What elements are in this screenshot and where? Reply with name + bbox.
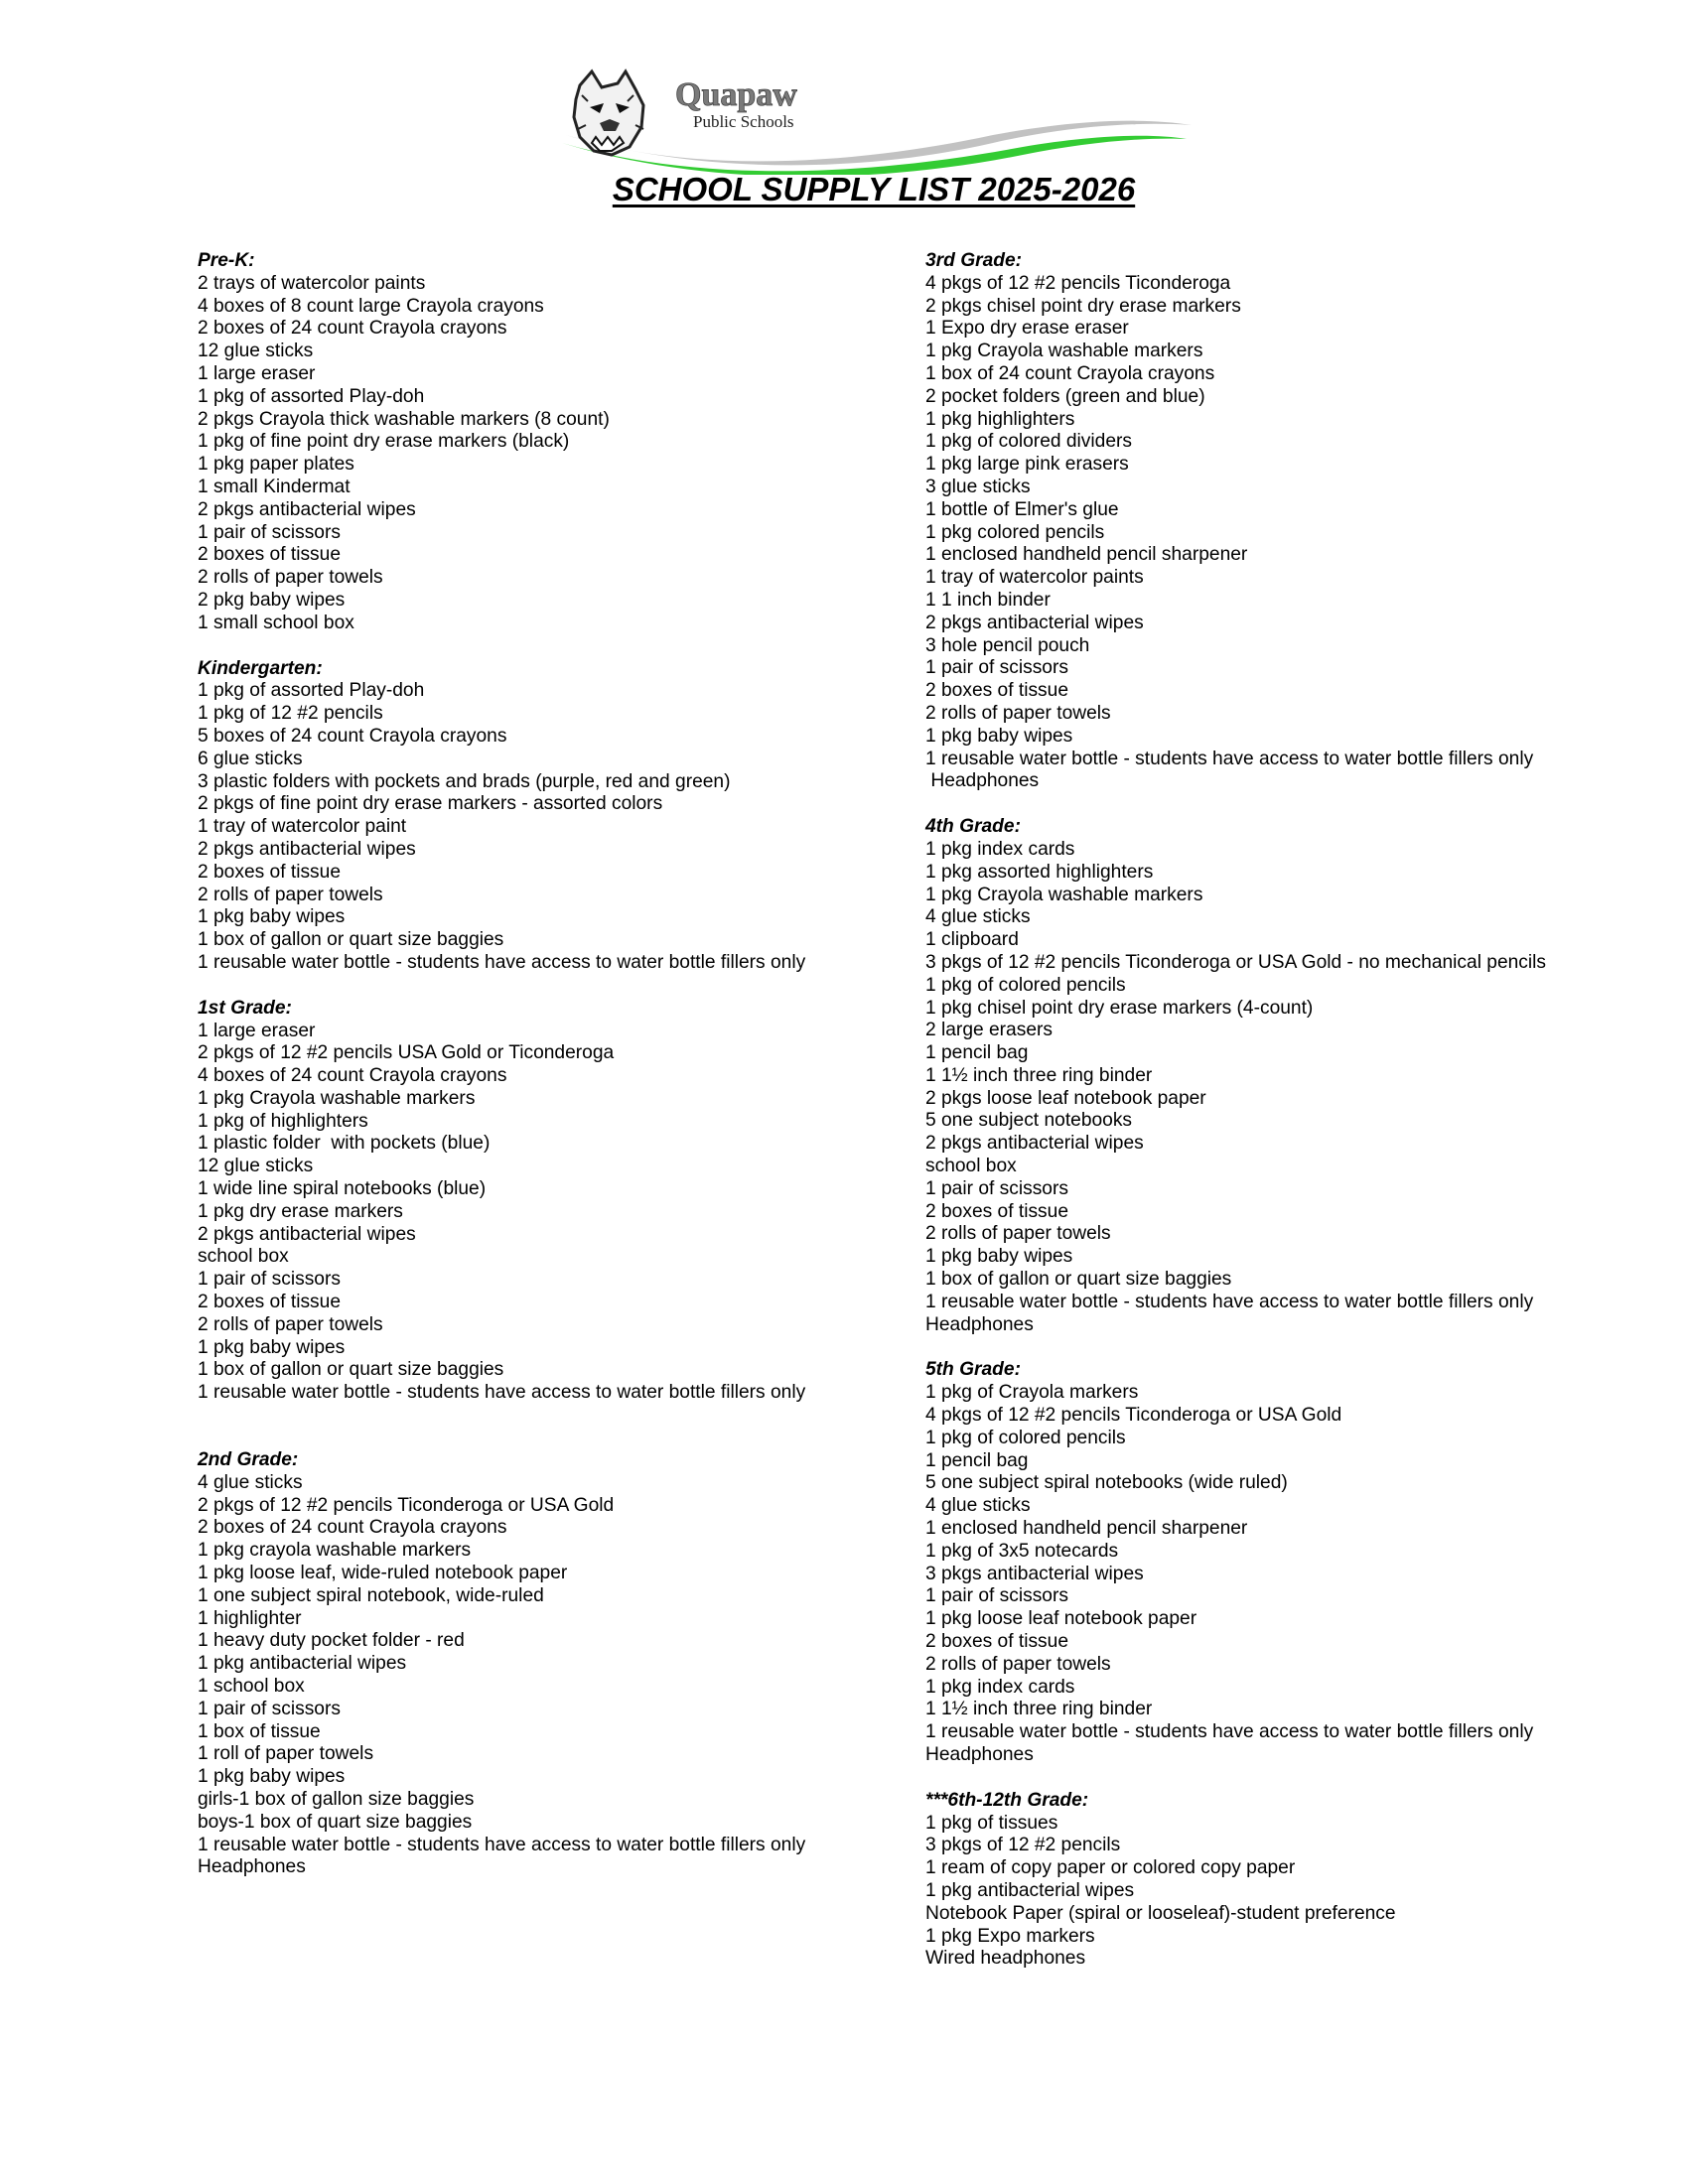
supply-item: 1 pkg Expo markers bbox=[925, 1925, 1095, 1947]
supply-item: 1 pkg colored pencils bbox=[925, 521, 1105, 543]
section-heading: Pre-K: bbox=[198, 250, 255, 271]
supply-item: 1 small Kindermat bbox=[198, 476, 351, 497]
supply-item: 2 rolls of paper towels bbox=[925, 1223, 1111, 1245]
quapaw-logo bbox=[556, 66, 1192, 175]
supply-item: 1 1½ inch three ring binder bbox=[925, 1699, 1153, 1720]
supply-item: 1 pkg loose leaf, wide-ruled notebook paper bbox=[198, 1563, 568, 1584]
supply-item: 3 plastic folders with pockets and brads (purple, red and green) bbox=[198, 770, 731, 792]
section-3rd-grade bbox=[925, 250, 1620, 793]
supply-item: 2 rolls of paper towels bbox=[925, 702, 1111, 724]
supply-item: 1 pkg of tissues bbox=[925, 1812, 1058, 1834]
section-heading: Kindergarten: bbox=[198, 657, 323, 679]
supply-item: 1 bottle of Elmer's glue bbox=[925, 498, 1119, 520]
supply-item: 2 rolls of paper towels bbox=[198, 567, 383, 589]
left-column bbox=[198, 250, 853, 1879]
section-5th-grade bbox=[925, 1359, 1620, 1766]
section-heading: 1st Grade: bbox=[198, 997, 292, 1019]
supply-item: 2 boxes of tissue bbox=[925, 1631, 1068, 1653]
supply-item: 6 glue sticks bbox=[198, 748, 303, 769]
supply-item: 1 pkg paper plates bbox=[198, 454, 354, 476]
supply-item: 12 glue sticks bbox=[198, 341, 314, 362]
section-heading: 2nd Grade: bbox=[198, 1449, 299, 1471]
supply-item: 1 pkg Crayola washable markers bbox=[925, 884, 1203, 905]
supply-item: 1 pair of scissors bbox=[925, 1585, 1068, 1607]
section-2nd-grade bbox=[198, 1449, 853, 1879]
section-heading: 5th Grade: bbox=[925, 1359, 1021, 1381]
supply-item: 4 boxes of 24 count Crayola crayons bbox=[198, 1065, 507, 1087]
supply-item: 1 1½ inch three ring binder bbox=[925, 1064, 1153, 1086]
supply-item: 1 enclosed handheld pencil sharpener bbox=[925, 1518, 1248, 1540]
supply-item: 1 school box bbox=[198, 1676, 305, 1698]
supply-item: 1 pkg baby wipes bbox=[925, 1246, 1073, 1268]
supply-item: 3 glue sticks bbox=[925, 476, 1031, 497]
supply-item: Headphones bbox=[925, 770, 1040, 792]
supply-item: 1 box of gallon or quart size baggies bbox=[198, 1359, 504, 1381]
supply-item: 1 pkg index cards bbox=[925, 1676, 1075, 1698]
supply-item: Headphones bbox=[925, 1744, 1034, 1765]
supply-item: Headphones bbox=[198, 1856, 306, 1878]
supply-item: 2 boxes of tissue bbox=[925, 680, 1068, 702]
supply-item: 3 hole pencil pouch bbox=[925, 634, 1090, 656]
supply-item: 1 reusable water bottle - students have access to water bottle fillers only bbox=[198, 951, 806, 973]
supply-item: school box bbox=[198, 1246, 289, 1268]
section-heading: 3rd Grade: bbox=[925, 250, 1023, 271]
supply-item: 1 pkg highlighters bbox=[925, 408, 1075, 430]
supply-item: 2 pkgs antibacterial wipes bbox=[925, 612, 1144, 633]
supply-item: 5 one subject notebooks bbox=[925, 1110, 1133, 1132]
supply-item: 2 pkgs of fine point dry erase markers - assorted colors bbox=[198, 793, 663, 815]
supply-item: 2 boxes of tissue bbox=[198, 861, 341, 883]
supply-item: 1 pkg of colored dividers bbox=[925, 431, 1132, 453]
supply-item: 1 pkg dry erase markers bbox=[198, 1200, 403, 1222]
supply-item: 1 pkg of colored pencils bbox=[925, 1427, 1126, 1448]
supply-item: 1 highlighter bbox=[198, 1607, 302, 1629]
supply-item: 1 small school box bbox=[198, 612, 354, 633]
section-6th-12th-grade bbox=[925, 1790, 1620, 1971]
supply-item: 1 pkg Crayola washable markers bbox=[925, 341, 1203, 362]
supply-item: 2 boxes of tissue bbox=[198, 544, 341, 566]
supply-item: 1 large eraser bbox=[198, 362, 316, 384]
supply-item: 1 reusable water bottle - students have access to water bottle fillers only bbox=[925, 1291, 1534, 1312]
supply-item: 1 pkg antibacterial wipes bbox=[198, 1653, 407, 1675]
supply-item: 1 pkg assorted highlighters bbox=[925, 861, 1154, 883]
section-heading: ***6th-12th Grade: bbox=[925, 1789, 1089, 1811]
logo-name: Quapaw bbox=[675, 76, 797, 113]
supply-item: 1 pkg large pink erasers bbox=[925, 454, 1129, 476]
supply-item: 4 glue sticks bbox=[925, 906, 1031, 928]
supply-item: 2 pkgs of 12 #2 pencils USA Gold or Ticonderoga bbox=[198, 1042, 615, 1064]
supply-item: 1 pkg of 3x5 notecards bbox=[925, 1540, 1119, 1562]
supply-item: 1 box of tissue bbox=[198, 1720, 321, 1742]
supply-item: 1 tray of watercolor paints bbox=[925, 567, 1144, 589]
supply-item: school box bbox=[925, 1156, 1017, 1177]
supply-item: 3 pkgs of 12 #2 pencils Ticonderoga or USA Gold - no mechanical pencils bbox=[925, 951, 1547, 973]
supply-item: 1 pkg loose leaf notebook paper bbox=[925, 1608, 1197, 1630]
supply-item: 1 reusable water bottle - students have access to water bottle fillers only bbox=[198, 1382, 806, 1404]
section-pre-k bbox=[198, 250, 853, 635]
supply-item: 2 pkgs chisel point dry erase markers bbox=[925, 295, 1241, 317]
supply-item: 1 roll of paper towels bbox=[198, 1743, 374, 1765]
supply-item: 1 pkg of colored pencils bbox=[925, 974, 1126, 996]
supply-item: 2 pocket folders (green and blue) bbox=[925, 385, 1205, 407]
supply-item: 4 glue sticks bbox=[198, 1471, 303, 1493]
supply-item: 1 ream of copy paper or colored copy paper bbox=[925, 1857, 1296, 1879]
supply-item: 1 pkg of assorted Play-doh bbox=[198, 680, 425, 702]
section-1st-grade bbox=[198, 998, 853, 1405]
supply-item: 1 reusable water bottle - students have access to water bottle fillers only bbox=[925, 748, 1534, 769]
supply-item: 1 box of gallon or quart size baggies bbox=[925, 1269, 1232, 1291]
supply-item: boys-1 box of quart size baggies bbox=[198, 1811, 473, 1833]
supply-item: 1 pkg crayola washable markers bbox=[198, 1540, 472, 1562]
supply-item: 1 1 inch binder bbox=[925, 589, 1051, 611]
supply-item: 1 pkg chisel point dry erase markers (4-count) bbox=[925, 997, 1314, 1019]
supply-item: 5 boxes of 24 count Crayola crayons bbox=[198, 725, 507, 747]
supply-item: 1 pkg of fine point dry erase markers (black) bbox=[198, 431, 570, 453]
supply-item: 5 one subject spiral notebooks (wide ruled) bbox=[925, 1472, 1288, 1494]
supply-item: 1 pkg index cards bbox=[925, 838, 1075, 860]
supply-item: Notebook Paper (spiral or looseleaf)-student preference bbox=[925, 1902, 1396, 1924]
section-heading: 4th Grade: bbox=[925, 816, 1021, 838]
supply-item: 1 reusable water bottle - students have access to water bottle fillers only bbox=[198, 1834, 806, 1855]
supply-item: 1 pair of scissors bbox=[925, 1177, 1068, 1199]
supply-item: 2 pkgs of 12 #2 pencils Ticonderoga or USA Gold bbox=[198, 1494, 615, 1516]
supply-item: 1 clipboard bbox=[925, 929, 1019, 951]
supply-item: 1 wide line spiral notebooks (blue) bbox=[198, 1178, 487, 1200]
supply-item: 2 boxes of 24 count Crayola crayons bbox=[198, 318, 507, 340]
supply-item: 2 pkgs antibacterial wipes bbox=[198, 838, 416, 860]
supply-item: 4 boxes of 8 count large Crayola crayons bbox=[198, 295, 544, 317]
supply-item: 1 box of gallon or quart size baggies bbox=[198, 929, 504, 951]
section-4th-grade bbox=[925, 816, 1620, 1336]
supply-item: 2 rolls of paper towels bbox=[198, 884, 383, 905]
supply-item: 2 pkgs antibacterial wipes bbox=[198, 498, 416, 520]
supply-item: 1 pair of scissors bbox=[198, 1269, 341, 1291]
supply-item: 2 pkgs loose leaf notebook paper bbox=[925, 1087, 1206, 1109]
supply-item: 1 large eraser bbox=[198, 1020, 316, 1041]
supply-item: 2 pkg baby wipes bbox=[198, 589, 346, 611]
supply-item: 1 pkg baby wipes bbox=[198, 906, 346, 928]
supply-item: 1 pkg of assorted Play-doh bbox=[198, 385, 425, 407]
supply-item: 1 one subject spiral notebook, wide-ruled bbox=[198, 1584, 544, 1606]
cougar-mascot-icon bbox=[574, 71, 643, 155]
supply-item: 1 tray of watercolor paint bbox=[198, 816, 407, 838]
supply-item: 1 pencil bag bbox=[925, 1042, 1029, 1064]
supply-item: 1 pkg antibacterial wipes bbox=[925, 1879, 1135, 1901]
right-column bbox=[925, 250, 1620, 1971]
supply-item: 1 pair of scissors bbox=[198, 1698, 341, 1719]
supply-item: 1 pkg of Crayola markers bbox=[925, 1382, 1139, 1404]
supply-item: 2 rolls of paper towels bbox=[198, 1313, 383, 1335]
supply-item: 2 boxes of 24 count Crayola crayons bbox=[198, 1517, 507, 1539]
supply-item: 4 glue sticks bbox=[925, 1495, 1031, 1517]
supply-item: 2 pkgs antibacterial wipes bbox=[925, 1133, 1144, 1155]
supply-item: 2 pkgs antibacterial wipes bbox=[198, 1223, 416, 1245]
supply-item: 2 pkgs Crayola thick washable markers (8 count) bbox=[198, 408, 610, 430]
supply-item: 1 enclosed handheld pencil sharpener bbox=[925, 544, 1248, 566]
supply-item: 1 pkg of highlighters bbox=[198, 1110, 368, 1132]
supply-item: Headphones bbox=[925, 1313, 1034, 1335]
supply-item: 1 pencil bag bbox=[925, 1449, 1029, 1471]
supply-item: 3 pkgs antibacterial wipes bbox=[925, 1563, 1144, 1584]
supply-item: 1 Expo dry erase eraser bbox=[925, 318, 1129, 340]
supply-item: 1 pair of scissors bbox=[198, 521, 341, 543]
supply-item: 3 pkgs of 12 #2 pencils bbox=[925, 1835, 1121, 1856]
supply-item: 4 pkgs of 12 #2 pencils Ticonderoga or USA Gold bbox=[925, 1405, 1342, 1427]
supply-item: 1 pkg baby wipes bbox=[198, 1766, 346, 1788]
supply-item: 2 boxes of tissue bbox=[925, 1200, 1068, 1222]
supply-item: 1 pkg baby wipes bbox=[198, 1336, 346, 1358]
page-title: SCHOOL SUPPLY LIST 2025-2026 bbox=[612, 171, 1136, 207]
supply-item: 4 pkgs of 12 #2 pencils Ticonderoga bbox=[925, 272, 1231, 294]
supply-item: 1 pkg of 12 #2 pencils bbox=[198, 703, 383, 725]
supply-item: 2 rolls of paper towels bbox=[925, 1653, 1111, 1675]
section-kindergarten bbox=[198, 658, 853, 975]
supply-item: 1 box of 24 count Crayola crayons bbox=[925, 362, 1215, 384]
supply-item: Wired headphones bbox=[925, 1948, 1086, 1970]
supply-item: 2 trays of watercolor paints bbox=[198, 272, 426, 294]
supply-item: 1 pkg Crayola washable markers bbox=[198, 1087, 476, 1109]
supply-item: 2 boxes of tissue bbox=[198, 1292, 341, 1313]
supply-item: 1 pair of scissors bbox=[925, 657, 1068, 679]
supply-item: 12 glue sticks bbox=[198, 1156, 314, 1177]
supply-item: 1 pkg baby wipes bbox=[925, 725, 1073, 747]
supply-item: 1 heavy duty pocket folder - red bbox=[198, 1630, 465, 1652]
supply-item: 1 plastic folder with pockets (blue) bbox=[198, 1133, 491, 1155]
supply-item: 1 reusable water bottle - students have access to water bottle fillers only bbox=[925, 1721, 1534, 1743]
supply-item: girls-1 box of gallon size baggies bbox=[198, 1789, 475, 1810]
supply-item: 2 large erasers bbox=[925, 1020, 1053, 1041]
logo-subtitle: Public Schools bbox=[693, 112, 794, 131]
